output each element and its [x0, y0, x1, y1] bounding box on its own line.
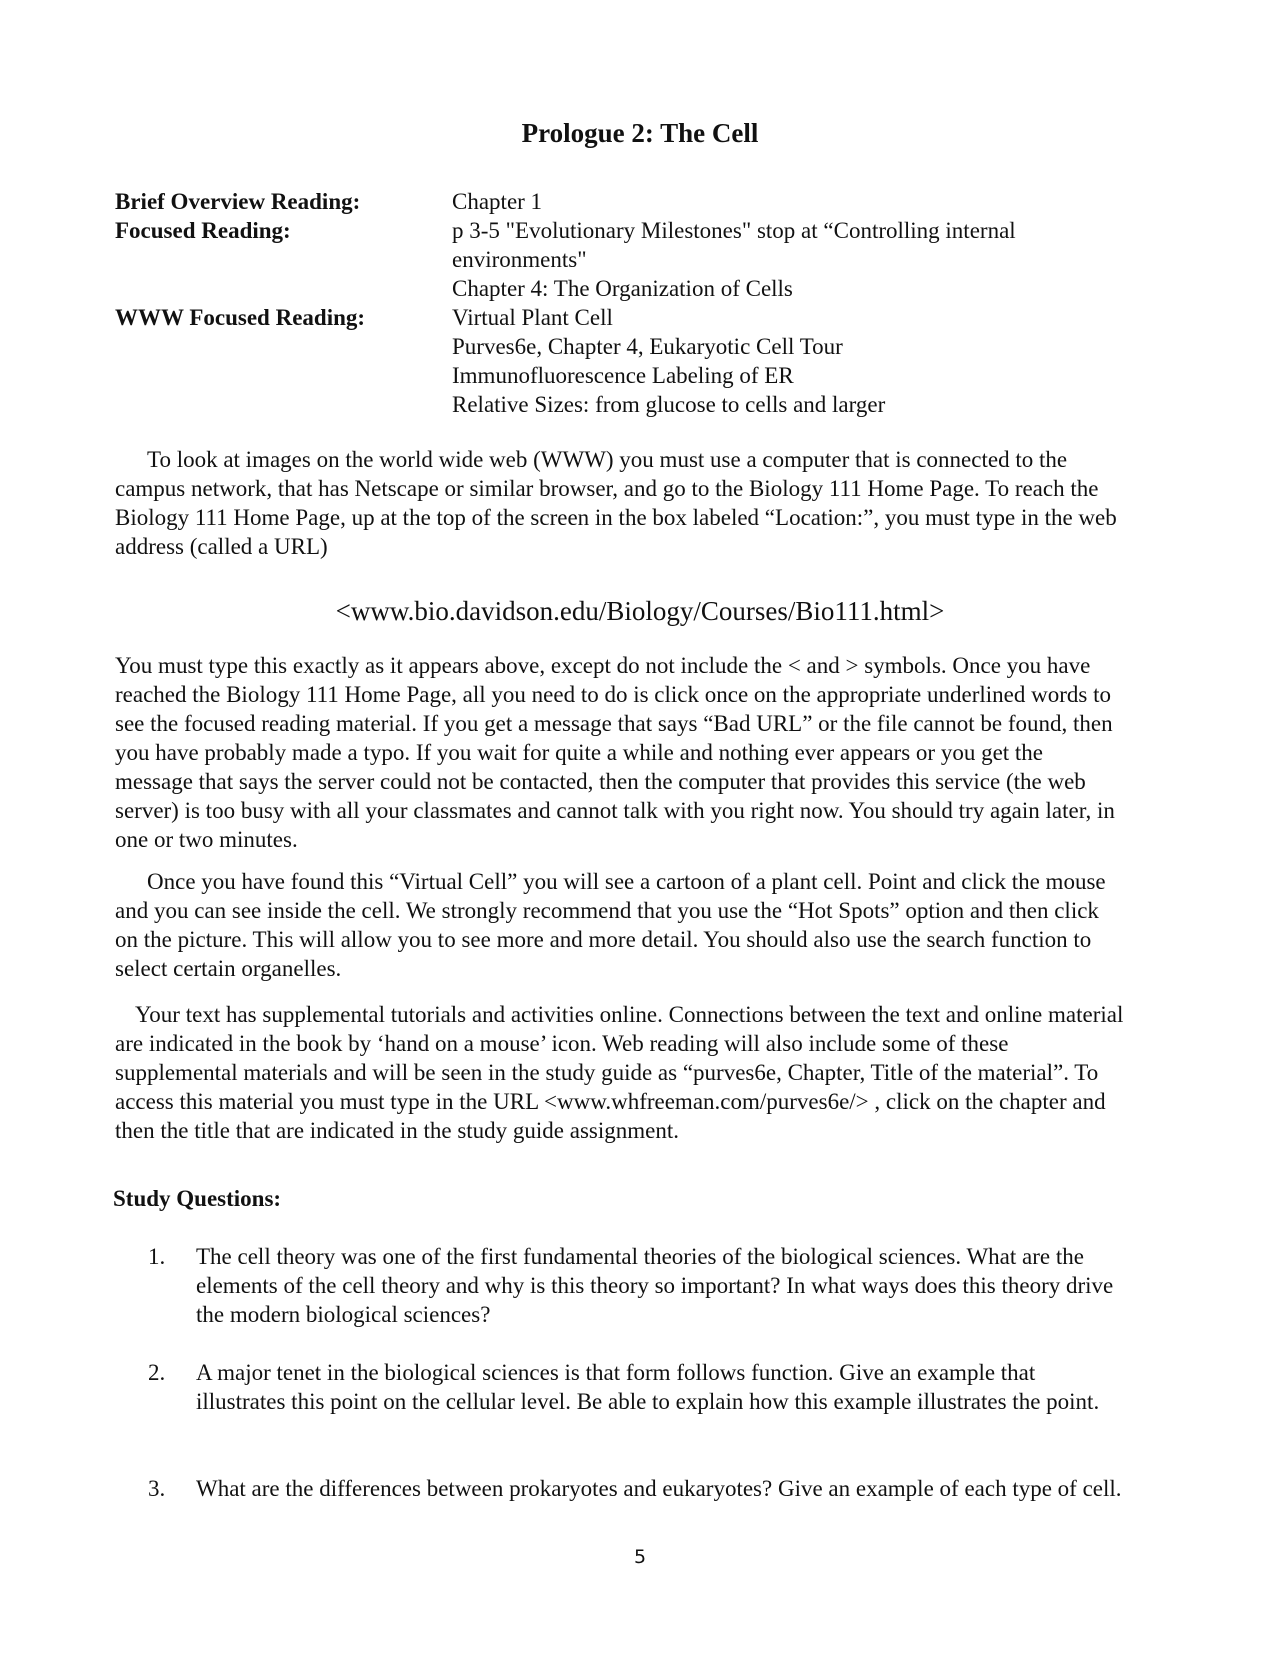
- reading-row-www: [115, 303, 1092, 419]
- reading-row-overview: [115, 187, 1092, 216]
- supplemental-paragraph: Your text has supplemental tutorials and activities online. Connections between the text and online material are indicated in the book by ‘hand on a mouse’ icon. Web reading will also include some of these supplemental materials and will be seen in the study guide as “purves6e, Chapter, Title of the material”. To access this material you must type in the URL <www.whfreeman.com/purves6e/> , click on the chapter and then the title that are indicated in the study guide assignment.: [115, 1002, 1124, 1143]
- study-question: [148, 1358, 1128, 1416]
- reading-label: WWW Focused Reading:: [115, 305, 366, 330]
- reading-value: Purves6e, Chapter 4, Eukaryotic Cell Tour: [452, 334, 843, 359]
- reading-value: Chapter 4: The Organization of Cells: [452, 276, 793, 301]
- reading-value: Relative Sizes: from glucose to cells and larger: [452, 392, 886, 417]
- reading-values: [452, 303, 1092, 419]
- question-text: A major tenet in the biological sciences is that form follows function. Give an example that illustrates this point on the cellular level. Be able to explain how this example illustrates the point.: [196, 1360, 1100, 1414]
- instructions-paragraph: You must type this exactly as it appears above, except do not include the < and > symbols. Once you have reached the Biology 111 Home Page, all you need to do is click once on the appropriate underlined words to see the focused reading material. If you get a message that says “Bad URL” or the file cannot be found, then you have probably made a typo. If you wait for quite a while and nothing ever appears or you get the message that says the server could not be contacted, then the computer that provides this service (the web server) is too busy with all your classmates and cannot talk with you right now. You should try again later, in one or two minutes.: [115, 653, 1115, 852]
- reading-label: Brief Overview Reading:: [115, 189, 361, 214]
- page-title: Prologue 2: The Cell: [521, 118, 759, 148]
- intro-paragraph: To look at images on the world wide web (WWW) you must use a computer that is connected to the campus network, that has Netscape or similar browser, and go to the Biology 111 Home Page. To reach the Biology 111 Home Page, up at the top of the screen in the box labeled “Location:”, you must type in the web address (called a URL): [115, 447, 1117, 559]
- study-question: [148, 1474, 1128, 1503]
- page-number: 5: [633, 1546, 647, 1568]
- question-number: 2.: [148, 1360, 166, 1385]
- question-number: 3.: [148, 1476, 166, 1501]
- reading-assignments: [115, 187, 1092, 419]
- study-question: [148, 1242, 1128, 1329]
- question-text: The cell theory was one of the first fundamental theories of the biological sciences. What are the elements of the cell theory and why is this theory so important? In what ways does this theory drive the modern biological sciences?: [196, 1244, 1114, 1327]
- question-text: What are the differences between prokaryotes and eukaryotes? Give an example of each type of cell.: [196, 1476, 1122, 1501]
- reading-values: [452, 216, 1092, 303]
- reading-values: [452, 187, 1092, 216]
- reading-value: Virtual Plant Cell: [452, 305, 613, 330]
- reading-value: p 3-5 "Evolutionary Milestones" stop at “Controlling internal environments": [452, 218, 1016, 272]
- course-url: <www.bio.davidson.edu/Biology/Courses/Bio111.html>: [335, 596, 945, 626]
- virtual-cell-paragraph: Once you have found this “Virtual Cell” you will see a cartoon of a plant cell. Point and click the mouse and you can see inside the cell. We strongly recommend that you use the “Hot Spots” option and then click on the picture. This will allow you to see more and more detail. You should also use the search function to select certain organelles.: [115, 869, 1106, 981]
- study-questions-heading: Study Questions:: [113, 1186, 282, 1211]
- question-number: 1.: [148, 1244, 166, 1269]
- reading-label: Focused Reading:: [115, 218, 291, 243]
- reading-row-focused: [115, 216, 1092, 303]
- reading-value: Chapter 1: [452, 189, 543, 214]
- reading-value: Immunofluorescence Labeling of ER: [452, 363, 794, 388]
